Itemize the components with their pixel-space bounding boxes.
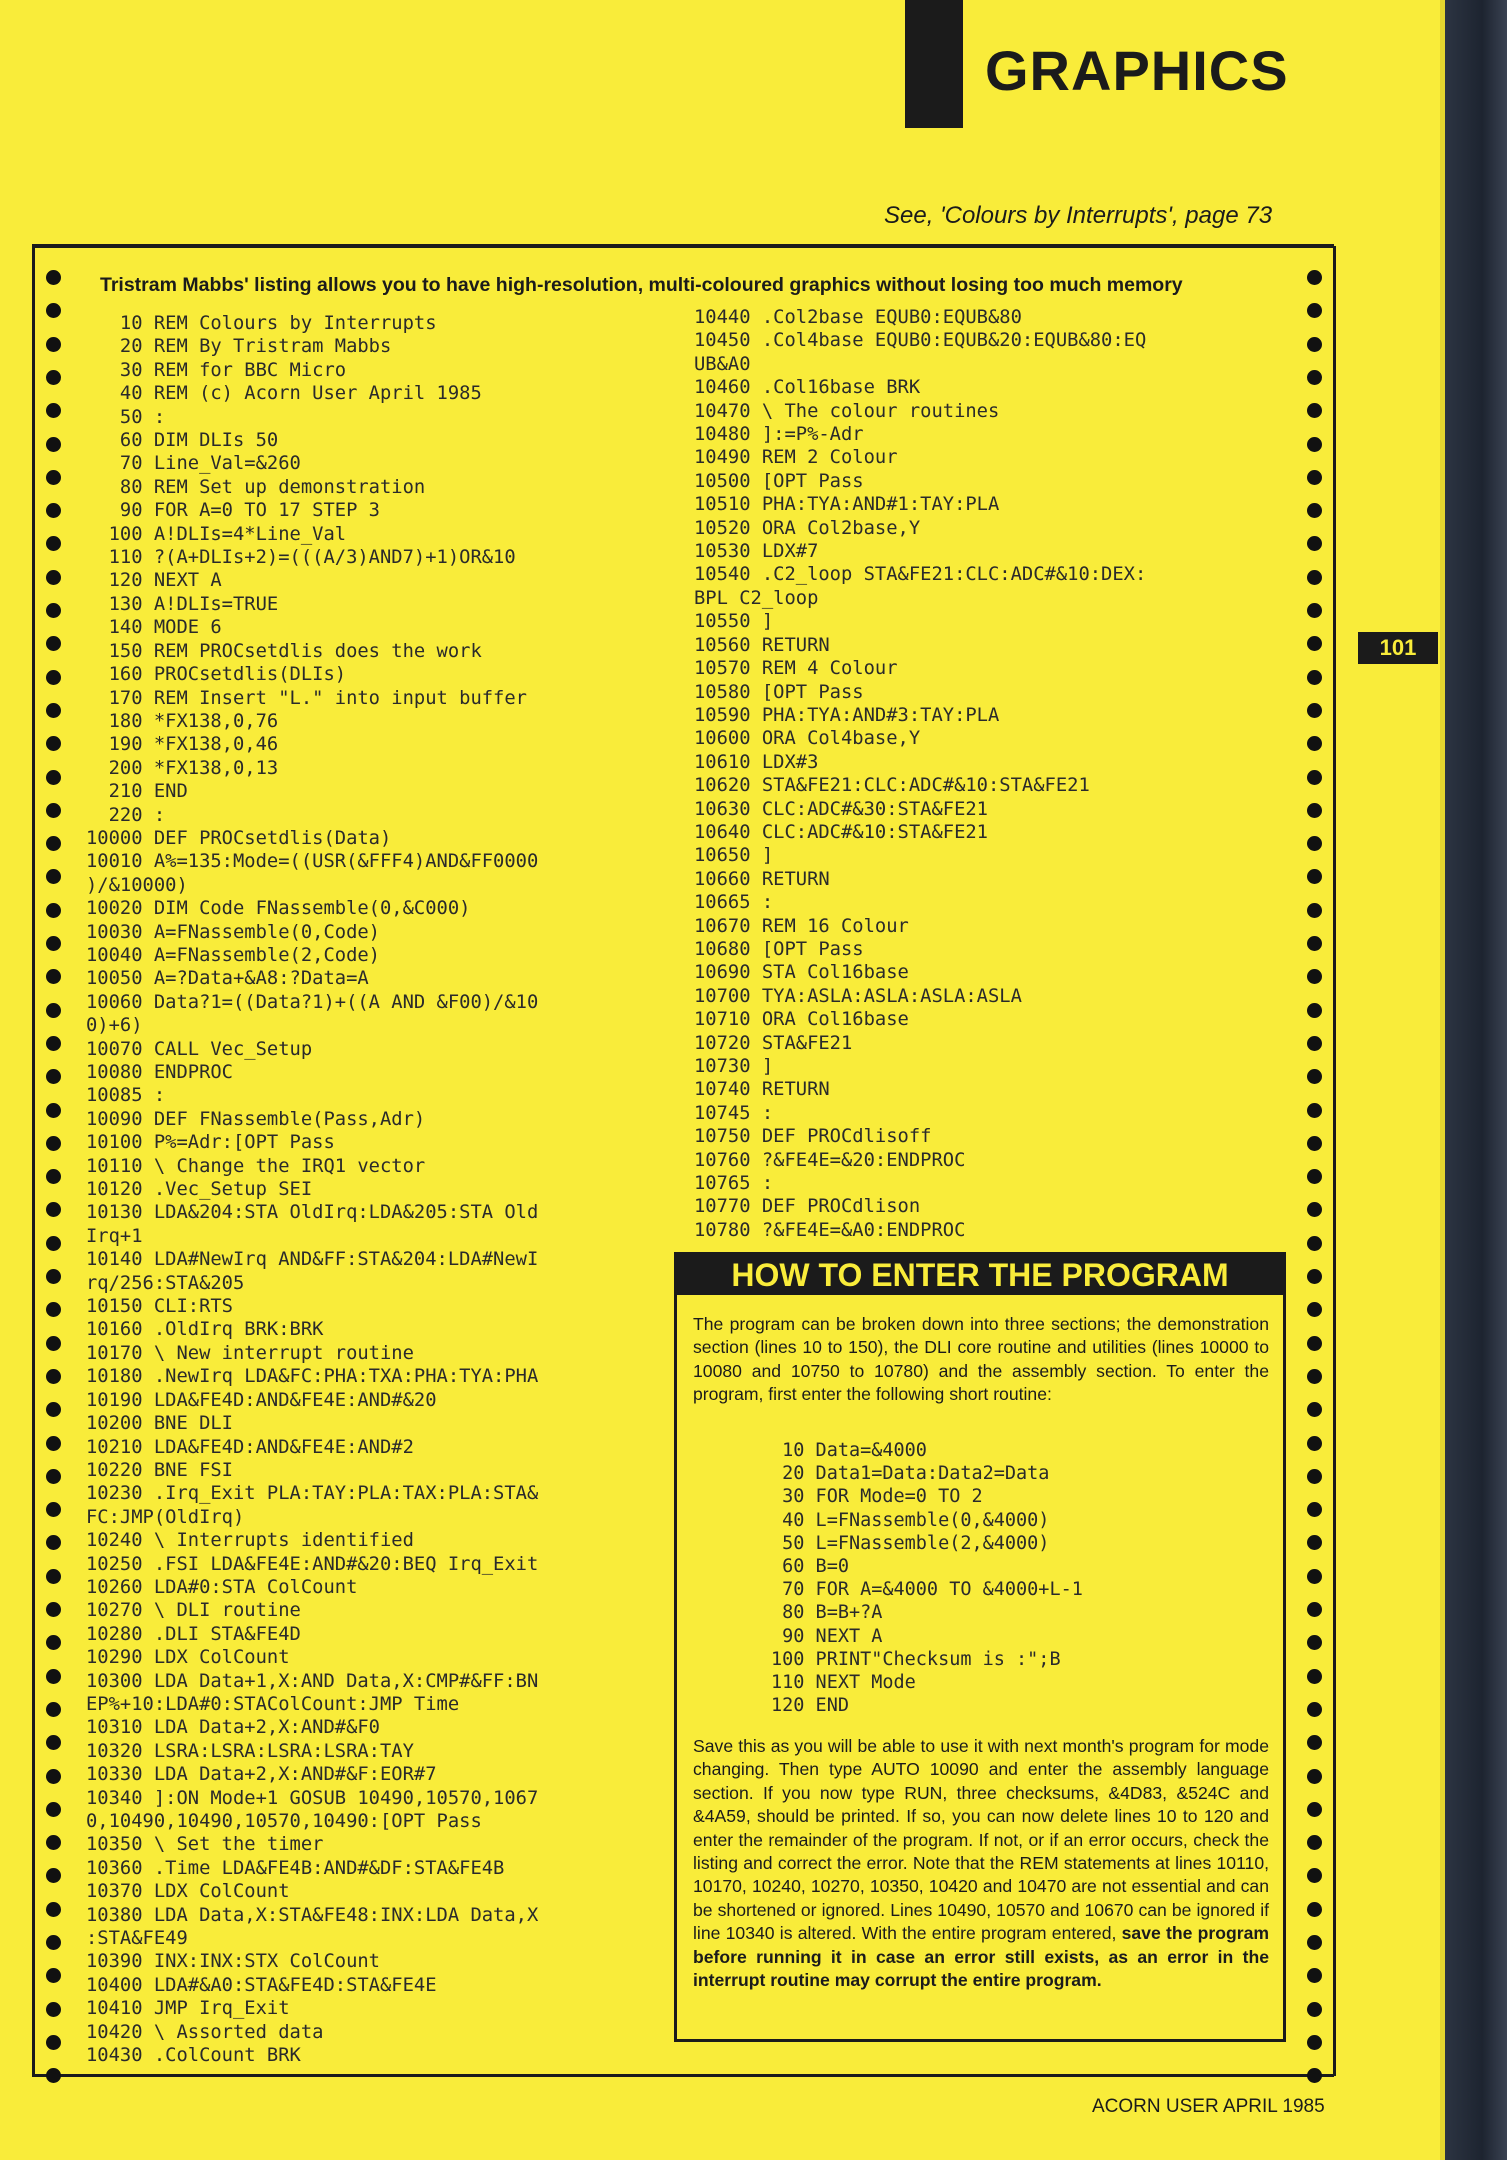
- sprocket-hole: [1307, 1469, 1322, 1484]
- sprocket-hole: [1307, 836, 1322, 851]
- listing-line: 10590 PHA:TYA:AND#3:TAY:PLA: [694, 704, 1000, 726]
- frame-left: [32, 246, 35, 2076]
- sprocket-hole: [1307, 1535, 1322, 1550]
- sprocket-hole: [46, 1302, 61, 1317]
- listing-line: 140 MODE 6: [86, 617, 222, 639]
- listing-line: 10665 :: [694, 892, 774, 914]
- listing-line: 10030 A=FNassemble(0,Code): [86, 921, 380, 943]
- sprocket-hole: [1307, 1436, 1322, 1451]
- listing-line: 10130 LDA&204:STA OldIrq:LDA&205:STA Old: [86, 1202, 539, 1224]
- sprocket-hole: [46, 703, 61, 718]
- sprocket-hole: [1307, 1269, 1322, 1284]
- listing-line: 10310 LDA Data+2,X:AND#&F0: [86, 1717, 380, 1739]
- listing-line: 10510 PHA:TYA:AND#1:TAY:PLA: [694, 494, 1000, 516]
- sprocket-hole: [1307, 1802, 1322, 1817]
- routine-line: 10 Data=&4000: [771, 1440, 927, 1461]
- listing-line: 10680 [OPT Pass: [694, 938, 864, 960]
- listing-line: )/&10000): [86, 874, 188, 896]
- listing-line: 10300 LDA Data+1,X:AND Data,X:CMP#&FF:BN: [86, 1670, 539, 1692]
- sprocket-hole: [1307, 1036, 1322, 1051]
- listing-line: 10150 CLI:RTS: [86, 1296, 233, 1318]
- listing-line: 10110 \ Change the IRQ1 vector: [86, 1155, 426, 1177]
- listing-line: 10690 STA Col16base: [694, 962, 909, 984]
- listing-line: 100 A!DLIs=4*Line_Val: [86, 523, 347, 545]
- sprocket-hole: [46, 1436, 61, 1451]
- sprocket-hole: [1307, 1136, 1322, 1151]
- section-marker-bar: [905, 0, 963, 128]
- cross-reference: See, 'Colours by Interrupts', page 73: [884, 202, 1273, 229]
- listing-line: 10770 DEF PROCdlison: [694, 1196, 921, 1218]
- listing-line: UB&A0: [694, 353, 751, 375]
- how-to-enter-box: [674, 1252, 1286, 2042]
- listing-line: 10550 ]: [694, 611, 774, 633]
- sprocket-hole: [46, 303, 61, 318]
- listing-right-column: [694, 306, 1146, 1242]
- sprocket-hole: [1307, 503, 1322, 518]
- listing-line: Irq+1: [86, 1225, 143, 1247]
- sprocket-hole: [46, 1236, 61, 1251]
- routine-line: 90 NEXT A: [771, 1625, 883, 1647]
- listing-line: 10360 .Time LDA&FE4B:AND#&DF:STA&FE4B: [86, 1857, 505, 1879]
- sprocket-hole: [1307, 2002, 1322, 2017]
- listing-line: 10270 \ DLI routine: [86, 1600, 301, 1622]
- sprocket-hole: [1307, 1169, 1322, 1184]
- listing-line: 10540 .C2_loop STA&FE21:CLC:ADC#&10:DEX:: [694, 564, 1147, 586]
- top-rule: [32, 244, 1334, 248]
- instructions-warning: save the program before running it in case an error still exists, as an error in the interrupt routine may corrupt the entire program.: [693, 1923, 1270, 1991]
- listing-line: 10700 TYA:ASLA:ASLA:ASLA:ASLA: [694, 985, 1022, 1007]
- listing-line: 10200 BNE DLI: [86, 1413, 233, 1435]
- listing-line: 10100 P%=Adr:[OPT Pass: [86, 1132, 335, 1154]
- listing-line: 10450 .Col4base EQUB0:EQUB&20:EQUB&80:EQ: [694, 330, 1147, 352]
- sprocket-hole: [1307, 370, 1322, 385]
- sprocket-hole: [1307, 1868, 1322, 1883]
- listing-line: EP%+10:LDA#0:STAColCount:JMP Time: [86, 1693, 460, 1715]
- listing-line: 10140 LDA#NewIrq AND&FF:STA&204:LDA#NewI: [86, 1249, 539, 1271]
- listing-line: 180 *FX138,0,76: [86, 710, 279, 732]
- listing-line: 0,10490,10490,10570,10490:[OPT Pass: [86, 1811, 482, 1832]
- sprocket-hole: [46, 570, 61, 585]
- frame-right: [1333, 246, 1336, 2076]
- listing-line: 10780 ?&FE4E=&A0:ENDPROC: [694, 1219, 966, 1241]
- sprocket-hole: [1307, 1103, 1322, 1118]
- listing-line: 10730 ]: [694, 1056, 774, 1077]
- sprocket-hole: [46, 1069, 61, 1084]
- sprocket-hole: [1307, 1369, 1322, 1384]
- sprocket-hole: [46, 1269, 61, 1284]
- listing-line: 10480 ]:=P%-Adr: [694, 424, 864, 446]
- listing-line: 10085 :: [86, 1085, 166, 1107]
- sprocket-hole: [1307, 1702, 1322, 1717]
- sprocket-hole: [1307, 1336, 1322, 1351]
- listing-line: FC:JMP(OldIrq): [86, 1506, 245, 1528]
- sprocket-hole: [46, 1369, 61, 1384]
- sprocket-hole: [1307, 736, 1322, 751]
- routine-line: 40 L=FNassemble(0,&4000): [771, 1509, 1050, 1531]
- routine-line: 60 B=0: [771, 1556, 849, 1578]
- sprocket-hole: [46, 337, 61, 352]
- listing-line: 10720 STA&FE21: [694, 1032, 853, 1054]
- sprocket-hole: [46, 2068, 61, 2083]
- sprocket-hole: [46, 770, 61, 785]
- sprocket-hole: [46, 270, 61, 285]
- listing-line: 10060 Data?1=((Data?1)+((A AND &F00)/&10: [86, 991, 539, 1013]
- sprocket-hole: [46, 1036, 61, 1051]
- listing-line: 150 REM PROCsetdlis does the work: [86, 640, 482, 662]
- routine-line: 70 FOR A=&4000 TO &4000+L-1: [771, 1579, 1083, 1601]
- listing-line: 90 FOR A=0 TO 17 STEP 3: [86, 500, 380, 522]
- sprocket-hole: [46, 869, 61, 884]
- routine-line: 110 NEXT Mode: [771, 1672, 916, 1694]
- sprocket-hole: [1307, 270, 1322, 285]
- listing-line: 10410 JMP Irq_Exit: [86, 1998, 290, 2020]
- sprocket-hole: [46, 936, 61, 951]
- sprocket-hole: [1307, 1003, 1322, 1018]
- sprocket-hole: [1307, 636, 1322, 651]
- sprocket-hole: [1307, 603, 1322, 618]
- sprocket-hole: [1307, 803, 1322, 818]
- listing-line: :STA&FE49: [86, 1928, 188, 1950]
- sprocket-hole: [1307, 903, 1322, 918]
- sprocket-hole: [46, 670, 61, 685]
- listing-line: 10 REM Colours by Interrupts: [86, 313, 437, 334]
- routine-line: 30 FOR Mode=0 TO 2: [771, 1486, 983, 1508]
- sprocket-hole: [1307, 2068, 1322, 2083]
- sprocket-hole: [1307, 1835, 1322, 1850]
- instructions-text: Save this as you will be able to use it with next month's program for mode changing. Then type AUTO 10090 and enter the assembly language section. If you now type RUN, three checksums, &4D83, &524C and &4A59, should be printed. If so, you can now delete lines 10 to 120 and enter the remainder of the program. If not, or if an error occurs, check the listing and correct the error. Note that the REM statements at lines 10110, 10170, 10240, 10270, 10350, 10420 and 10470 are not essential and can be shortened or ignored. Lines 10490, 10570 and 10670 can be ignored if line 10340 is altered. With the entire program entered,: [693, 1736, 1269, 1944]
- listing-line: 70 Line_Val=&260: [86, 453, 301, 475]
- sprocket-hole: [46, 1569, 61, 1584]
- listing-line: 10580 [OPT Pass: [694, 681, 864, 703]
- listing-line: 10120 .Vec_Setup SEI: [86, 1179, 313, 1201]
- sprocket-hole: [46, 1502, 61, 1517]
- listing-line: 10350 \ Set the timer: [86, 1834, 324, 1856]
- listing-line: 10390 INX:INX:STX ColCount: [86, 1951, 380, 1973]
- sprocket-hole: [1307, 1968, 1322, 1983]
- sprocket-hole: [1307, 969, 1322, 984]
- routine-line: 20 Data1=Data:Data2=Data: [771, 1463, 1050, 1485]
- routine-line: 100 PRINT"Checksum is :";B: [771, 1648, 1061, 1670]
- listing-line: 190 *FX138,0,46: [86, 734, 279, 756]
- listing-line: 10470 \ The colour routines: [694, 400, 1000, 422]
- listing-line: 10170 \ New interrupt routine: [86, 1342, 414, 1364]
- article-subtitle: Tristram Mabbs' listing allows you to have high-resolution, multi-coloured graphics without losing too much memory: [100, 274, 1183, 296]
- sprocket-hole: [46, 1336, 61, 1351]
- listing-line: 10040 A=FNassemble(2,Code): [86, 944, 380, 966]
- sprocket-hole: [46, 1868, 61, 1883]
- listing-line: 10430 .ColCount BRK: [86, 2045, 301, 2067]
- sprocket-hole: [1307, 570, 1322, 585]
- sprocket-hole: [1307, 1202, 1322, 1217]
- sprocket-hole: [1307, 703, 1322, 718]
- sprocket-hole: [46, 836, 61, 851]
- sprocket-hole: [46, 1469, 61, 1484]
- sprocket-hole: [46, 1802, 61, 1817]
- sprocket-hole: [1307, 337, 1322, 352]
- listing-line: 10490 REM 2 Colour: [694, 447, 898, 469]
- listing-line: 200 *FX138,0,13: [86, 757, 279, 779]
- sprocket-hole: [46, 2002, 61, 2017]
- sprocket-hole: [1307, 1069, 1322, 1084]
- box-heading: HOW TO ENTER THE PROGRAM: [677, 1255, 1283, 1295]
- listing-line: 40 REM (c) Acorn User April 1985: [86, 383, 482, 405]
- listing-line: 10500 [OPT Pass: [694, 470, 864, 492]
- sprocket-hole: [46, 536, 61, 551]
- sprocket-hole: [1307, 2035, 1322, 2050]
- listing-line: 10340 ]:ON Mode+1 GOSUB 10490,10570,1067: [86, 1787, 539, 1809]
- sprocket-hole: [1307, 303, 1322, 318]
- sprocket-hole: [1307, 470, 1322, 485]
- sprocket-hole: [1307, 437, 1322, 452]
- sprocket-hole: [1307, 1769, 1322, 1784]
- listing-line: 10640 CLC:ADC#&10:STA&FE21: [694, 821, 988, 843]
- sprocket-hole: [46, 1835, 61, 1850]
- listing-line: 10530 LDX#7: [694, 541, 819, 563]
- sprocket-hole: [1307, 770, 1322, 785]
- sprocket-hole: [1307, 1902, 1322, 1917]
- sprocket-hole: [1307, 536, 1322, 551]
- footer-issue: ACORN USER APRIL 1985: [1092, 2096, 1325, 2117]
- sprocket-hole: [1307, 1735, 1322, 1750]
- listing-line: 10400 LDA#&A0:STA&FE4D:STA&FE4E: [86, 1974, 437, 1996]
- sprocket-holes-left: [46, 270, 66, 2070]
- sprocket-hole: [46, 1735, 61, 1750]
- sprocket-hole: [46, 1635, 61, 1650]
- listing-line: 10610 LDX#3: [694, 751, 819, 773]
- routine-line: 120 END: [771, 1695, 849, 1717]
- listing-line: 10380 LDA Data,X:STA&FE48:INX:LDA Data,X: [86, 1904, 539, 1926]
- listing-line: 10740 RETURN: [694, 1079, 830, 1101]
- sprocket-hole: [46, 1136, 61, 1151]
- sprocket-hole: [46, 1968, 61, 1983]
- listing-line: 10670 REM 16 Colour: [694, 915, 909, 937]
- sprocket-hole: [46, 1103, 61, 1118]
- binding-edge: [1445, 0, 1507, 2160]
- listing-line: 30 REM for BBC Micro: [86, 359, 347, 381]
- sprocket-hole: [46, 736, 61, 751]
- sprocket-hole: [1307, 869, 1322, 884]
- listing-line: 110 ?(A+DLIs+2)=(((A/3)AND7)+1)OR&10: [86, 547, 516, 569]
- listing-line: 10710 ORA Col16base: [694, 1009, 909, 1031]
- sprocket-hole: [46, 1669, 61, 1684]
- sprocket-hole: [46, 437, 61, 452]
- sprocket-hole: [46, 1935, 61, 1950]
- listing-line: 10750 DEF PROCdlisoff: [694, 1126, 932, 1148]
- sprocket-hole: [46, 803, 61, 818]
- sprocket-holes-right: [1307, 270, 1327, 2070]
- listing-line: 10240 \ Interrupts identified: [86, 1530, 414, 1552]
- listing-line: 10090 DEF FNassemble(Pass,Adr): [86, 1108, 426, 1130]
- sprocket-hole: [1307, 1935, 1322, 1950]
- listing-line: 10260 LDA#0:STA ColCount: [86, 1576, 358, 1598]
- listing-line: 10745 :: [694, 1102, 774, 1124]
- box-instructions: [693, 1735, 1269, 1992]
- listing-line: 160 PROCsetdlis(DLIs): [86, 664, 347, 686]
- listing-line: 10020 DIM Code FNassemble(0,&C000): [86, 898, 471, 920]
- listing-line: 130 A!DLIs=TRUE: [86, 593, 279, 615]
- listing-line: 80 REM Set up demonstration: [86, 476, 426, 498]
- listing-line: 10190 LDA&FE4D:AND&FE4E:AND#&20: [86, 1389, 437, 1411]
- listing-line: 10630 CLC:ADC#&30:STA&FE21: [694, 798, 988, 820]
- listing-line: 120 NEXT A: [86, 570, 222, 592]
- listing-line: 10180 .NewIrq LDA&FC:PHA:TXA:PHA:TYA:PHA: [86, 1366, 539, 1388]
- sprocket-hole: [46, 2035, 61, 2050]
- sprocket-hole: [46, 370, 61, 385]
- listing-line: 10440 .Col2base EQUB0:EQUB&80: [694, 307, 1022, 328]
- listing-line: 10280 .DLI STA&FE4D: [86, 1623, 301, 1645]
- sprocket-hole: [1307, 1669, 1322, 1684]
- sprocket-hole: [46, 903, 61, 918]
- listing-line: 10220 BNE FSI: [86, 1459, 233, 1481]
- listing-line: 10290 LDX ColCount: [86, 1647, 290, 1669]
- sprocket-hole: [1307, 936, 1322, 951]
- sprocket-hole: [46, 1902, 61, 1917]
- listing-line: 10160 .OldIrq BRK:BRK: [86, 1319, 324, 1341]
- sprocket-hole: [46, 1535, 61, 1550]
- listing-line: 10010 A%=135:Mode=((USR(&FFF4)AND&FF0000: [86, 851, 539, 873]
- listing-line: 10370 LDX ColCount: [86, 1881, 290, 1903]
- listing-line: 50 :: [86, 406, 166, 428]
- routine-line: 80 B=B+?A: [771, 1602, 883, 1624]
- listing-line: 10330 LDA Data+2,X:AND#&F:EOR#7: [86, 1764, 437, 1786]
- sprocket-hole: [1307, 1635, 1322, 1650]
- listing-line: 60 DIM DLIs 50: [86, 430, 279, 452]
- listing-line: 10230 .Irq_Exit PLA:TAY:PLA:TAX:PLA:STA&: [86, 1483, 539, 1505]
- checksum-routine: [771, 1439, 1083, 1717]
- sprocket-hole: [46, 969, 61, 984]
- sprocket-hole: [46, 1769, 61, 1784]
- listing-line: 10420 \ Assorted data: [86, 2021, 324, 2043]
- sprocket-hole: [46, 1402, 61, 1417]
- listing-line: 10210 LDA&FE4D:AND&FE4E:AND#2: [86, 1436, 414, 1458]
- listing-line: 20 REM By Tristram Mabbs: [86, 336, 392, 358]
- listing-line: 10760 ?&FE4E=&20:ENDPROC: [694, 1149, 966, 1171]
- sprocket-hole: [46, 503, 61, 518]
- sprocket-hole: [1307, 1502, 1322, 1517]
- section-title: GRAPHICS: [985, 39, 1289, 102]
- listing-line: rq/256:STA&205: [86, 1272, 245, 1294]
- listing-line: 10765 :: [694, 1173, 774, 1195]
- sprocket-hole: [1307, 1402, 1322, 1417]
- listing-line: 10080 ENDPROC: [86, 1062, 233, 1083]
- listing-line: 10070 CALL Vec_Setup: [86, 1038, 313, 1060]
- sprocket-hole: [1307, 670, 1322, 685]
- sprocket-hole: [1307, 1569, 1322, 1584]
- sprocket-hole: [46, 603, 61, 618]
- listing-line: 210 END: [86, 781, 188, 803]
- sprocket-hole: [1307, 1302, 1322, 1317]
- listing-line: 10660 RETURN: [694, 868, 830, 890]
- listing-line: 10520 ORA Col2base,Y: [694, 517, 921, 539]
- sprocket-hole: [46, 1602, 61, 1617]
- bottom-rule: [32, 2074, 1334, 2077]
- listing-line: 170 REM Insert "L." into input buffer: [86, 687, 527, 709]
- listing-line: 10560 RETURN: [694, 634, 830, 656]
- sprocket-hole: [46, 470, 61, 485]
- listing-line: 220 :: [86, 804, 166, 826]
- sprocket-hole: [1307, 403, 1322, 418]
- routine-line: 50 L=FNassemble(2,&4000): [771, 1532, 1050, 1554]
- sprocket-hole: [46, 636, 61, 651]
- listing-line: 10320 LSRA:LSRA:LSRA:LSRA:TAY: [86, 1740, 414, 1762]
- page-number-tab: 101: [1358, 632, 1438, 664]
- sprocket-hole: [46, 1003, 61, 1018]
- listing-line: 10620 STA&FE21:CLC:ADC#&10:STA&FE21: [694, 775, 1090, 797]
- sprocket-hole: [46, 1702, 61, 1717]
- listing-line: 10600 ORA Col4base,Y: [694, 728, 921, 750]
- sprocket-hole: [1307, 1602, 1322, 1617]
- sprocket-hole: [1307, 1236, 1322, 1251]
- listing-line: 0)+6): [86, 1015, 143, 1037]
- listing-line: 10460 .Col16base BRK: [694, 377, 921, 399]
- listing-line: 10050 A=?Data+&A8:?Data=A: [86, 968, 369, 990]
- box-intro: The program can be broken down into three sections; the demonstration section (lines 10 to 150), the DLI core routine and utilities (lines 10000 to 10080 and 10750 to 10780) and the assembly section. To enter the program, first enter the following short routine:: [693, 1314, 1269, 1405]
- listing-line: 10570 REM 4 Colour: [694, 658, 898, 680]
- listing-left-column: [86, 312, 538, 2067]
- sprocket-hole: [46, 1169, 61, 1184]
- listing-line: BPL C2_loop: [694, 587, 819, 609]
- listing-line: 10650 ]: [694, 845, 774, 867]
- listing-line: 10250 .FSI LDA&FE4E:AND#&20:BEQ Irq_Exit: [86, 1553, 539, 1575]
- listing-line: 10000 DEF PROCsetdlis(Data): [86, 827, 392, 849]
- sprocket-hole: [46, 1202, 61, 1217]
- sprocket-hole: [46, 403, 61, 418]
